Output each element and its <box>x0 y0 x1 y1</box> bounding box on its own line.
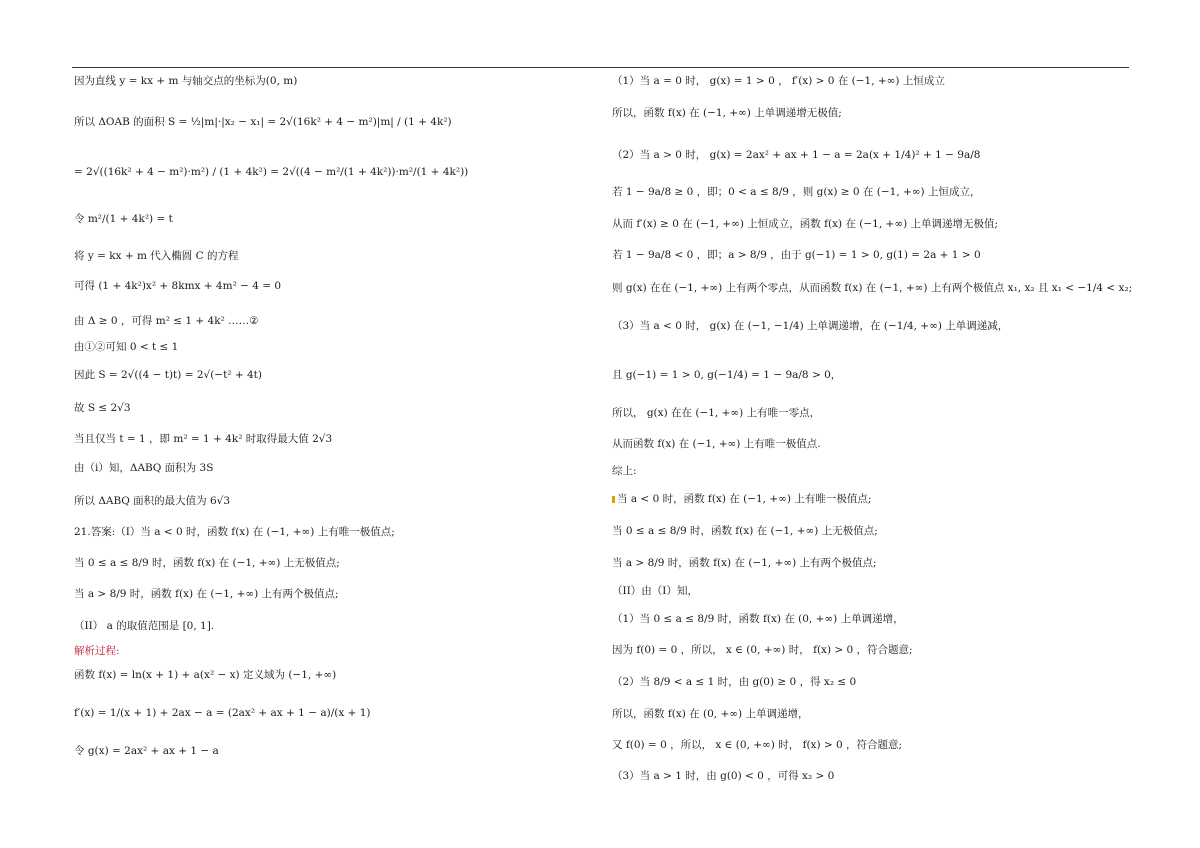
right-line-8: （3）当 a < 0 时， g(x) 在 (−1, −1/4) 上单调递增，在 (−1/4, +∞) 上单调递减， <box>612 320 1009 332</box>
right-line-7: 则 g(x) 在在 (−1, +∞) 上有两个零点，从而函数 f(x) 在 (−1, +∞) 上有两个极值点 x₁, x₂ 且 x₁ < −1/4 < x₂; <box>612 282 1133 294</box>
right-line-5: 从而 f′(x) ≥ 0 在 (−1, +∞) 上恒成立，函数 f(x) 在 (−1, +∞) 上单调递增无极值; <box>612 218 999 230</box>
right-line-10: 所以， g(x) 在在 (−1, +∞) 上有唯一零点， <box>612 407 821 419</box>
right-line-4: 若 1 − 9a/8 ≥ 0 ，即；0 < a ≤ 8/9 ，则 g(x) ≥ 0 在 (−1, +∞) 上恒成立， <box>612 186 981 198</box>
left-line-2: 所以 ΔOAB 的面积 S = ½|m|·|x₂ − x₁| = 2√(16k² + 4 − m²)|m| / (1 + 4k²) <box>74 116 452 128</box>
left-line-12: 由（i）知，ΔABQ 面积为 3S <box>74 462 214 474</box>
left-line-19: 函数 f(x) = ln(x + 1) + a(x² − x) 定义域为 (−1, +∞) <box>74 669 337 681</box>
answer-21-line-4: （II） a 的取值范围是 [0, 1]. <box>74 620 215 632</box>
left-line-11: 当且仅当 t = 1 ，即 m² = 1 + 4k² 时取得最大值 2√3 <box>74 433 333 445</box>
right-line-3: （2）当 a > 0 时， g(x) = 2ax² + ax + 1 − a = 2a(x + 1/4)² + 1 − 9a/8 <box>612 149 981 161</box>
page-top-rule <box>72 67 1129 68</box>
left-line-13: 所以 ΔABQ 面积的最大值为 6√3 <box>74 495 231 507</box>
right-line-18: 因为 f(0) = 0 ，所以， x ∈ (0, +∞) 时， f(x) > 0 ，符合题意; <box>612 644 913 656</box>
highlight-mark <box>612 496 615 503</box>
right-line-12: 综上: <box>612 465 637 477</box>
right-line-21: 又 f(0) = 0 ，所以， x ∈ (0, +∞) 时， f(x) > 0 ，符合题意; <box>612 739 903 751</box>
right-line-17: （1）当 0 ≤ a ≤ 8/9 时，函数 f(x) 在 (0, +∞) 上单调递增， <box>612 613 904 625</box>
right-line-1: （1）当 a = 0 时， g(x) = 1 > 0 ， f′(x) > 0 在 (−1, +∞) 上恒成立 <box>612 75 945 87</box>
left-line-10: 故 S ≤ 2√3 <box>74 402 131 414</box>
left-line-4: 令 m²/(1 + 4k²) = t <box>74 213 173 225</box>
right-line-13 <box>612 492 871 506</box>
left-line-20: f′(x) = 1/(x + 1) + 2ax − a = (2ax² + ax + 1 − a)/(x + 1) <box>74 707 371 719</box>
answer-21-line-2: 当 0 ≤ a ≤ 8/9 时，函数 f(x) 在 (−1, +∞) 上无极值点; <box>74 557 340 569</box>
left-line-3: = 2√((16k² + 4 − m²)·m²) / (1 + 4k²) = 2√((4 − m²/(1 + 4k²))·m²/(1 + 4k²)) <box>74 166 469 178</box>
left-line-8: 由①②可知 0 < t ≤ 1 <box>74 341 179 353</box>
summary-line-1: 当 a < 0 时，函数 f(x) 在 (−1, +∞) 上有唯一极值点; <box>617 493 872 505</box>
right-line-2: 所以，函数 f(x) 在 (−1, +∞) 上单调递增无极值; <box>612 107 842 119</box>
right-line-15: 当 a > 8/9 时，函数 f(x) 在 (−1, +∞) 上有两个极值点; <box>612 557 877 569</box>
right-line-6: 若 1 − 9a/8 < 0 ，即；a > 8/9 ，由于 g(−1) = 1 > 0, g(1) = 2a + 1 > 0 <box>612 249 981 261</box>
right-line-20: 所以，函数 f(x) 在 (0, +∞) 上单调递增， <box>612 708 809 720</box>
left-line-5: 将 y = kx + m 代入椭圆 C 的方程 <box>74 250 239 262</box>
left-line-7: 由 Δ ≥ 0 ，可得 m² ≤ 1 + 4k² ……② <box>74 315 259 327</box>
solution-heading: 解析过程: <box>74 645 120 657</box>
left-line-1: 因为直线 y = kx + m 与轴交点的坐标为(0, m) <box>74 75 298 87</box>
left-line-6: 可得 (1 + 4k²)x² + 8kmx + 4m² − 4 = 0 <box>74 280 282 292</box>
right-line-14: 当 0 ≤ a ≤ 8/9 时，函数 f(x) 在 (−1, +∞) 上无极值点; <box>612 525 878 537</box>
left-line-9: 因此 S = 2√((4 − t)t) = 2√(−t² + 4t) <box>74 369 262 381</box>
answer-21-line-3: 当 a > 8/9 时，函数 f(x) 在 (−1, +∞) 上有两个极值点; <box>74 588 339 600</box>
right-line-16: （II）由（I）知， <box>612 585 698 597</box>
right-line-19: （2）当 8/9 < a ≤ 1 时，由 g(0) ≥ 0 ，得 x₂ ≤ 0 <box>612 676 857 688</box>
left-line-21: 令 g(x) = 2ax² + ax + 1 − a <box>74 745 219 757</box>
answer-21-line-1: 21.答案:（I）当 a < 0 时，函数 f(x) 在 (−1, +∞) 上有唯一极值点; <box>74 526 395 538</box>
right-line-11: 从而函数 f(x) 在 (−1, +∞) 上有唯一极值点. <box>612 438 821 450</box>
right-line-9: 且 g(−1) = 1 > 0, g(−1/4) = 1 − 9a/8 > 0， <box>612 369 842 381</box>
right-line-22: （3）当 a > 1 时，由 g(0) < 0 ，可得 x₂ > 0 <box>612 770 835 782</box>
